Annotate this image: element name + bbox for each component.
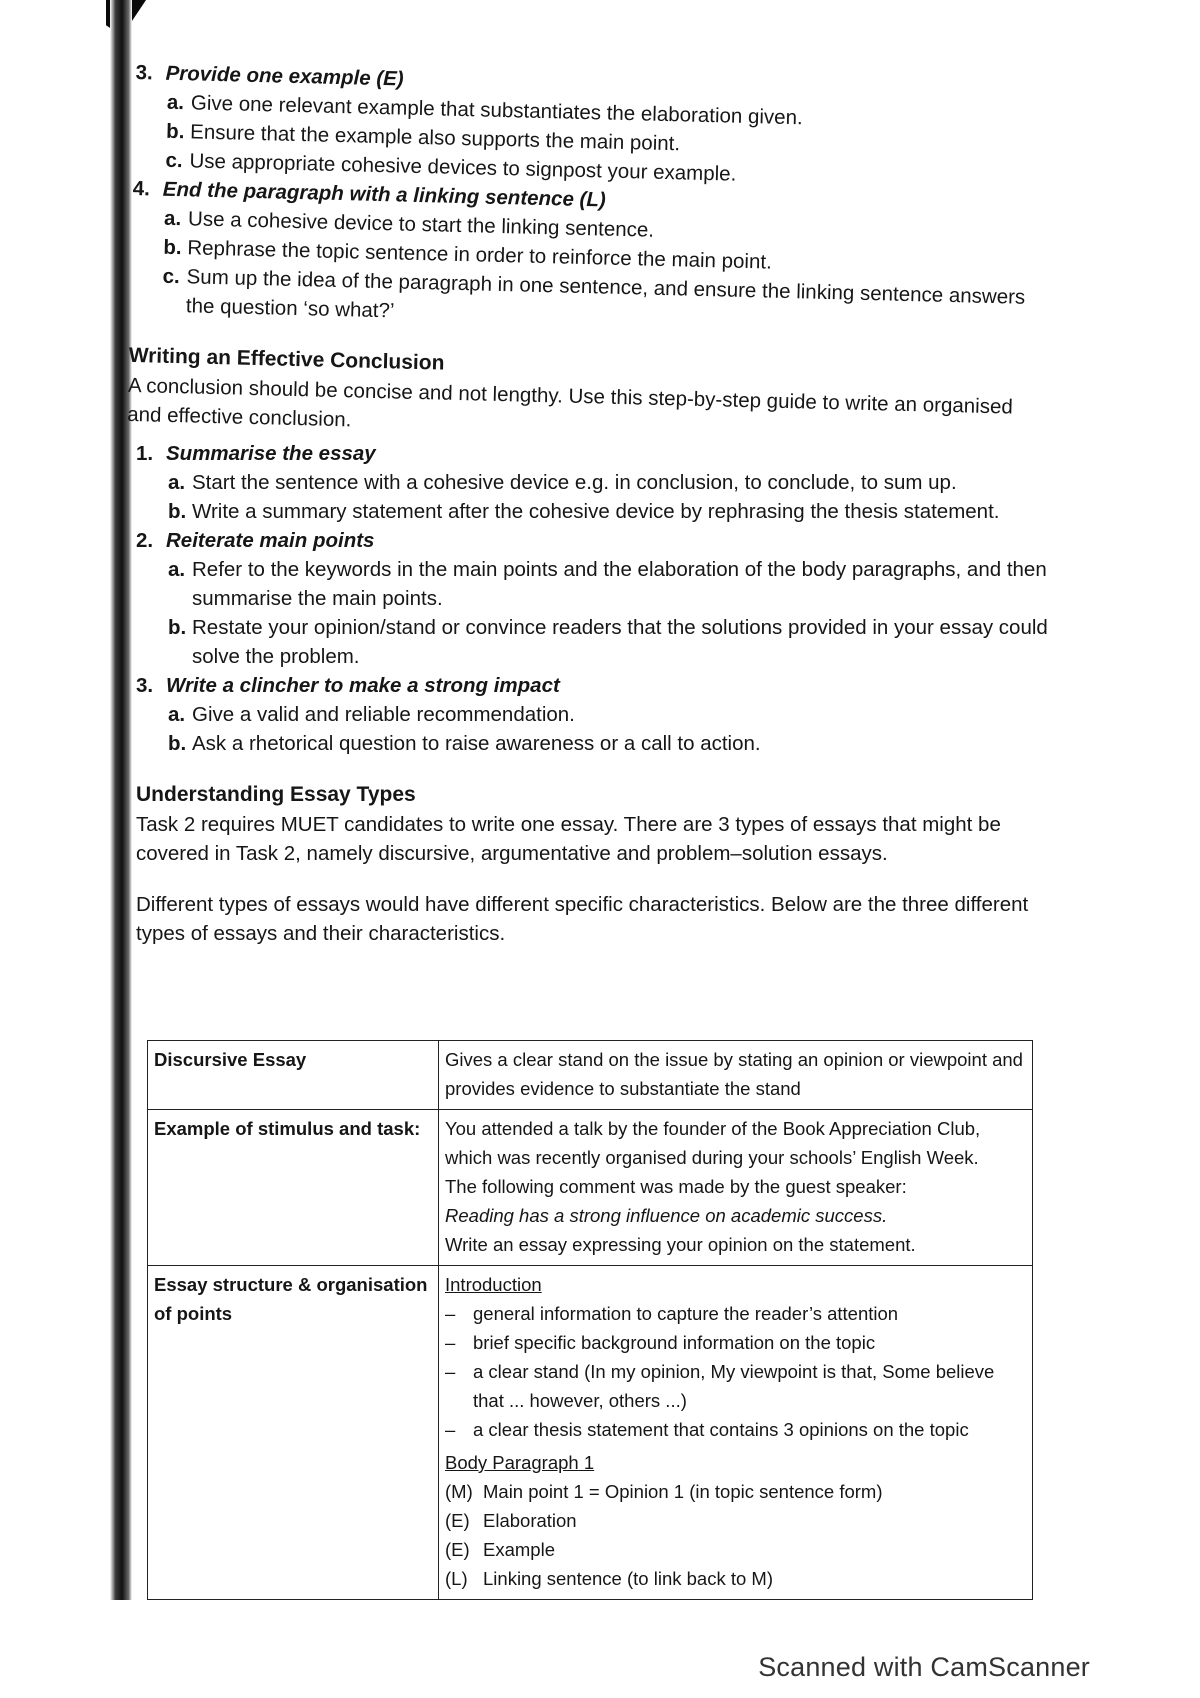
sub-letter: c. (165, 148, 183, 173)
list-item: – a clear stand (In my opinion, My viewpoint is that, Some believe that ... however, others ...) (445, 1357, 1024, 1415)
stimulus-text: You attended a talk by the founder of the Book Appreciation Club, which was recently organised during your schools’ English Week. (445, 1118, 981, 1168)
row-label: Example of stimulus and task: (148, 1110, 439, 1266)
list-item (445, 1564, 1024, 1593)
list-item: – brief specific background information on the topic (445, 1328, 1024, 1357)
sub-letter: b. (168, 616, 187, 639)
essay-types-section (136, 780, 1056, 948)
sub-letter: c. (162, 264, 181, 289)
step-number: 3. (135, 60, 154, 85)
paragraph-steps-list (127, 58, 1056, 451)
stimulus-text: The following comment was made by the guest speaker: (445, 1176, 907, 1197)
list-item (445, 1506, 1024, 1535)
step-number: 2. (136, 529, 154, 552)
point-label: (M) (445, 1481, 473, 1502)
sub-item (168, 468, 1056, 497)
book-binding-shadow (110, 0, 132, 1600)
table-row (148, 1110, 1033, 1266)
step-3-example (133, 58, 1056, 196)
sub-item (168, 613, 1056, 671)
step-number: 3. (136, 674, 154, 697)
point-label: (E) (445, 1510, 470, 1531)
step-number: 4. (132, 176, 151, 201)
section-heading: Understanding Essay Types (136, 783, 416, 806)
list-item-text: general information to capture the reader’s attention (473, 1303, 899, 1324)
list-item (445, 1477, 1024, 1506)
point-text: Linking sentence (to link back to M) (483, 1568, 773, 1589)
sub-item (168, 700, 1056, 729)
sub-letter: b. (168, 732, 187, 755)
step-title: Write a clincher to make a strong impact (166, 674, 560, 697)
sub-text: Use appropriate cohesive devices to signpost your example. (189, 149, 737, 186)
sub-text: Ensure that the example also supports the main point. (189, 120, 681, 156)
step-title: Summarise the essay (166, 442, 376, 465)
step-number: 1. (136, 442, 154, 465)
scanner-watermark: Scanned with CamScanner (758, 1652, 1090, 1682)
table-row (148, 1266, 1033, 1600)
point-text: Elaboration (483, 1510, 577, 1531)
essay-types-para-1: Task 2 requires MUET candidates to write one essay. There are 3 types of essays that might be covered in Task 2, namely discursive, argumentative and problem–solution essays. (136, 813, 1001, 865)
point-label: (E) (445, 1539, 470, 1560)
sub-text: Refer to the keywords in the main points and the elaboration of the body paragraphs, and then summarise the main points. (192, 558, 1047, 610)
sub-letter: a. (168, 703, 186, 726)
list-item-text: brief specific background information on the topic (473, 1332, 876, 1353)
sub-text: Rephrase the topic sentence in order to reinforce the main point. (187, 236, 773, 274)
sub-letter: a. (163, 206, 182, 231)
list-item: – a clear thesis statement that contains 3 opinions on the topic (445, 1415, 1024, 1444)
sub-letter: b. (168, 500, 187, 523)
conclusion-step-1 (136, 439, 1056, 526)
step-title: End the paragraph with a linking sentence (L) (162, 177, 607, 212)
sub-text: Sum up the idea of the paragraph in one sentence, and ensure the linking sentence answers the question ‘so what?’ (185, 265, 1026, 323)
list-item-text: a clear thesis statement that contains 3 opinions on the topic (473, 1419, 969, 1440)
step-title: Provide one example (E) (165, 61, 404, 91)
task-text: Write an essay expressing your opinion on the statement. (445, 1234, 916, 1255)
point-label: (L) (445, 1568, 468, 1589)
list-item-text: a clear stand (In my opinion, My viewpoint is that, Some believe that ... however, others ...) (473, 1361, 995, 1411)
point-text: Main point 1 = Opinion 1 (in topic sentence form) (483, 1481, 883, 1502)
row-value: Gives a clear stand on the issue by stating an opinion or viewpoint and provides evidence to substantiate the stand (439, 1041, 1033, 1110)
essay-types-table (147, 1040, 1033, 1600)
table-row (148, 1041, 1033, 1110)
essay-types-para-2: Different types of essays would have different specific characteristics. Below are the three different types of essays and their characteristics. (136, 893, 1029, 945)
sub-text: Ask a rhetorical question to raise awareness or a call to action. (192, 732, 761, 755)
sub-item (168, 497, 1056, 526)
conclusion-step-3 (136, 671, 1056, 758)
row-value (439, 1266, 1033, 1600)
stimulus-quote: Reading has a strong influence on academic success. (445, 1205, 888, 1226)
step-title: Reiterate main points (166, 529, 375, 552)
point-text: Example (483, 1539, 555, 1560)
conclusion-section (127, 341, 1049, 451)
body-heading: Body Paragraph 1 (445, 1452, 595, 1473)
sub-text: Use a cohesive device to start the linking sentence. (187, 207, 655, 242)
section-intro: A conclusion should be concise and not lengthy. Use this step-by-step guide to write an organised and effective conclusion. (127, 373, 1014, 432)
conclusion-steps-list (136, 439, 1056, 758)
sub-text: Give one relevant example that substantiates the elaboration given. (190, 91, 803, 130)
list-item: – general information to capture the reader’s attention (445, 1299, 1024, 1328)
sub-text: Give a valid and reliable recommendation. (192, 703, 575, 726)
list-item (445, 1535, 1024, 1564)
conclusion-step-2 (136, 526, 1056, 671)
sub-letter: b. (165, 119, 185, 144)
row-label: Discursive Essay (148, 1041, 439, 1110)
sub-item (168, 555, 1056, 613)
sub-text: Start the sentence with a cohesive device e.g. in conclusion, to conclude, to sum up. (192, 471, 957, 494)
intro-heading: Introduction (445, 1274, 542, 1295)
section-heading: Writing an Effective Conclusion (128, 343, 445, 375)
document-page (127, 58, 1056, 948)
sub-letter: a. (168, 471, 186, 494)
row-value (439, 1110, 1033, 1266)
sub-letter: a. (166, 90, 185, 115)
sub-text: Restate your opinion/stand or convince readers that the solutions provided in your essay could solve the problem. (192, 616, 1048, 668)
sub-text: Write a summary statement after the cohesive device by rephrasing the thesis statement. (192, 500, 1000, 523)
step-4-linking (130, 174, 1053, 341)
sub-letter: a. (168, 558, 186, 581)
sub-letter: b. (163, 235, 182, 260)
sub-item (168, 729, 1056, 758)
row-label: Essay structure & organisation of points (148, 1266, 439, 1600)
